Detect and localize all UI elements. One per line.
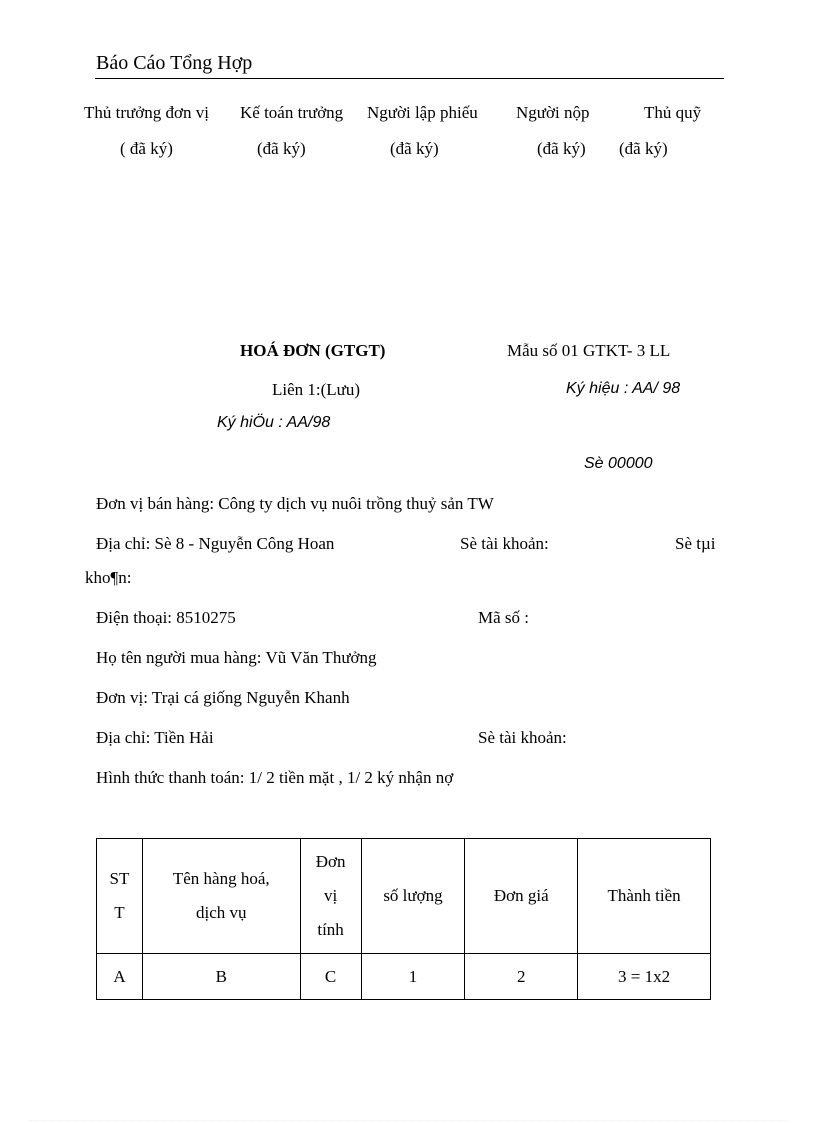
header-divider <box>95 78 724 79</box>
payment-method: Hình thức thanh toán: 1/ 2 tiền mặt , 1/ 2 ký nhận nợ <box>96 768 454 787</box>
table-header-row <box>97 839 711 954</box>
page-bottom-divider <box>30 1120 786 1122</box>
report-title: Báo Cáo Tổng Hợp <box>96 52 253 74</box>
buyer-account-label: Sè tài khoản: <box>478 728 567 747</box>
sig-role-payer: Người nộp <box>516 103 590 122</box>
cell-unit-price: 2 <box>465 954 578 1000</box>
sig-role-preparer: Người lập phiếu <box>367 103 478 122</box>
seller-phone: Điện thoại: 8510275 <box>96 608 236 627</box>
cell-item-name: B <box>142 954 300 1000</box>
sig-signed-preparer: (đã ký) <box>390 139 439 158</box>
invoice-symbol-right: Ký hiệu : AA/ 98 <box>566 380 681 397</box>
col-header-unit-price: Đơn giá <box>465 839 578 954</box>
invoice-form-number: Mẫu số 01 GTKT- 3 LL <box>507 341 671 360</box>
seller-address: Địa chỉ: Sè 8 - Nguyễn Công Hoan <box>96 534 335 553</box>
buyer-name: Họ tên người mua hàng: Vũ Văn Thưởng <box>96 648 377 667</box>
invoice-copy: Liên 1:(Lưu) <box>272 380 361 399</box>
cell-unit: C <box>300 954 361 1000</box>
items-table <box>96 838 711 1000</box>
seller-account-label-2: Sè tµi <box>675 534 716 553</box>
cell-quantity: 1 <box>361 954 465 1000</box>
col-header-item-name: Tên hàng hoá, dịch vụ <box>142 839 300 954</box>
buyer-unit: Đơn vị: Trại cá giống Nguyễn Khanh <box>96 688 350 707</box>
invoice-title: HOÁ ĐƠN (GTGT) <box>240 341 386 360</box>
seller-account-label: Sè tài khoản: <box>460 534 549 553</box>
sig-role-chief-accountant: Kế toán trưởng <box>240 103 344 122</box>
cell-amount: 3 = 1x2 <box>578 954 711 1000</box>
col-header-unit: Đơn vị tính <box>300 839 361 954</box>
seller-account-wrap: kho¶n: <box>85 568 132 587</box>
col-header-quantity: số lượng <box>361 839 465 954</box>
sig-role-cashier: Thủ quỹ <box>644 103 702 122</box>
col-header-amount: Thành tiền <box>578 839 711 954</box>
seller-tax-code: Mã số : <box>478 608 529 627</box>
sig-signed-head: ( đã ký) <box>120 139 173 158</box>
invoice-symbol-left: Ký hiÖu : AA/98 <box>217 414 331 431</box>
cell-stt: A <box>97 954 143 1000</box>
seller-unit: Đơn vị bán hàng: Công ty dịch vụ nuôi trồng thuỷ sản TW <box>96 494 494 513</box>
table-row <box>97 954 711 1000</box>
sig-signed-payer: (đã ký) <box>537 139 586 158</box>
sig-signed-cashier: (đã ký) <box>619 139 668 158</box>
col-header-stt: ST T <box>97 839 143 954</box>
invoice-number: Sè 00000 <box>584 455 653 472</box>
sig-signed-chief-accountant: (đã ký) <box>257 139 306 158</box>
sig-role-head: Thủ trưởng đơn vị <box>84 103 209 122</box>
buyer-address: Địa chỉ: Tiền Hải <box>96 728 214 747</box>
